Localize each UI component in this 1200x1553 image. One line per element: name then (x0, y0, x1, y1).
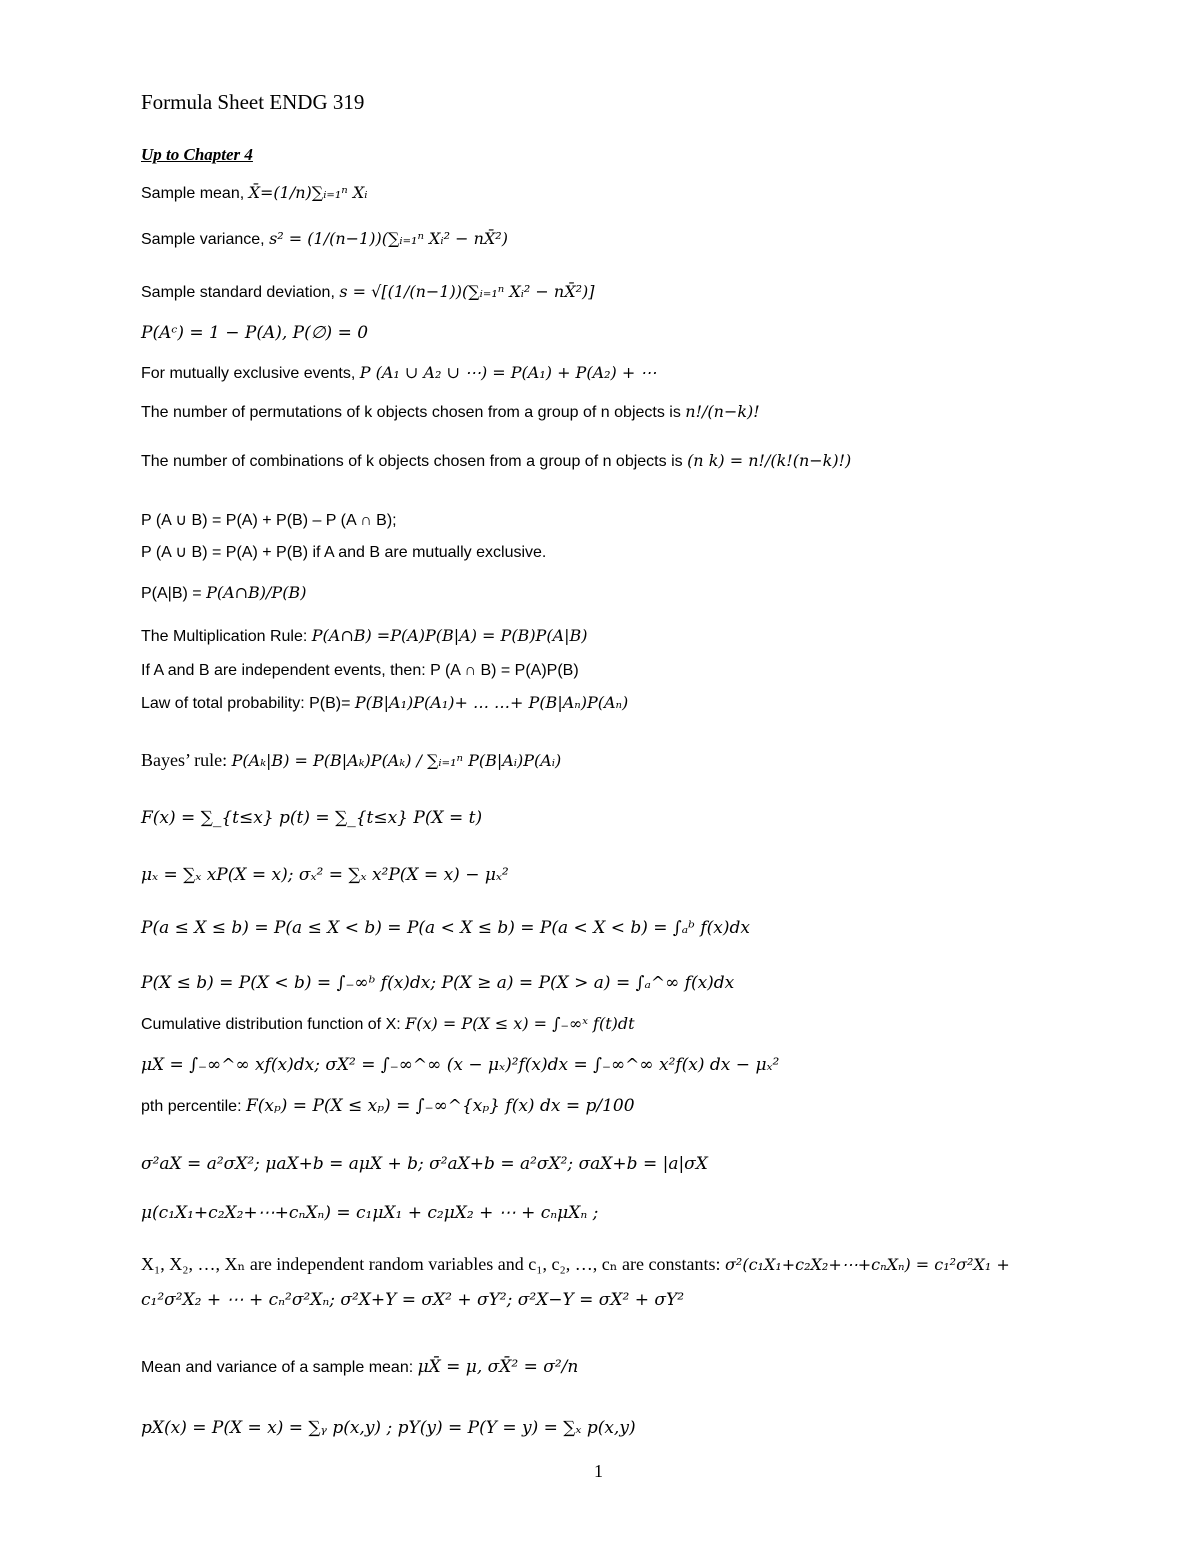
formula-expression: P(A∩B)/P(B) (206, 583, 307, 602)
formula-discrete-mean-variance (141, 865, 509, 886)
formula-expression: pX(x) = P(X = x) = ∑ᵧ p(x,y) ; pY(y) = P(Y = y) = ∑ₓ p(x,y) (141, 1418, 636, 1438)
formula-union-exclusive (141, 543, 546, 563)
formula-interval-probability (141, 918, 750, 939)
formula-label: The number of permutations of k objects chosen from a group of n objects is (141, 404, 686, 421)
formula-expression: (n k) = n!/(k!(n−k)!) (687, 451, 852, 470)
formula-expression: F(x) = P(X ≤ x) = ∫₋∞ˣ f(t)dt (405, 1014, 635, 1033)
formula-label: If A and B are independent events, then: P (A ∩ B) = P(A)P(B) (141, 662, 579, 679)
formula-expression: n!/(n−k)! (685, 402, 760, 421)
formula-expression: μX = ∫₋∞^∞ xf(x)dx; σX² = ∫₋∞^∞ (x − μₓ)²f(x)dx = ∫₋∞^∞ x²f(x) dx − μₓ² (141, 1055, 780, 1075)
formula-cdf-discrete (141, 808, 482, 829)
formula-label: The number of combinations of k objects chosen from a group of n objects is (141, 453, 688, 470)
formula-expression: F(x) = ∑_{t≤x} p(t) = ∑_{t≤x} P(X = t) (141, 808, 483, 828)
formula-expression: X̄=(1/n)∑ᵢ₌₁ⁿ Xᵢ (248, 183, 368, 202)
formula-label: Sample mean, (141, 185, 249, 202)
formula-expression: P(Aₖ|B) = P(B|Aₖ)P(Aₖ) / ∑ᵢ₌₁ⁿ P(B|Aᵢ)P(Aᵢ) (231, 751, 562, 770)
formula-label: P (A ∪ B) = P(A) + P(B) if A and B are mutually exclusive. (141, 544, 547, 561)
formula-label: Mean and variance of a sample mean: (141, 1359, 418, 1376)
formula-continuous-mean-variance (141, 1055, 779, 1076)
formula-expression: s² = (1/(n−1))(∑ᵢ₌₁ⁿ Xᵢ² − nX̄²) (269, 229, 508, 248)
formula-permutations (141, 402, 760, 423)
formula-percentile (141, 1096, 635, 1117)
formula-expression: μₓ = ∑ₓ xP(X = x); σₓ² = ∑ₓ x²P(X = x) − μₓ² (141, 865, 509, 885)
formula-expression: μX̄ = μ, σX̄² = σ²/n (417, 1357, 579, 1377)
formula-label: For mutually exclusive events, (141, 365, 360, 382)
formula-expression: P (A₁ ∪ A₂ ∪ ⋯) = P(A₁) + P(A₂) + ⋯ (359, 363, 657, 382)
document-title: Formula Sheet ENDG 319 (141, 90, 365, 114)
formula-expression: P(X ≤ b) = P(X < b) = ∫₋∞ᵇ f(x)dx; P(X ≥ a) = P(X > a) = ∫ₐ^∞ f(x)dx (141, 973, 735, 993)
formula-variance-sums (141, 1290, 684, 1311)
formula-label: P(A|B) = (141, 585, 207, 602)
formula-label: Law of total probability: P(B)= (141, 695, 355, 712)
page-number: 1 (594, 1461, 603, 1481)
formula-cdf-continuous (141, 1014, 635, 1035)
formula-label: P (A ∪ B) = P(A) + P(B) – P (A ∩ B); (141, 512, 397, 529)
formula-label: Bayes’ rule: (141, 750, 232, 770)
formula-label: The Multiplication Rule: (141, 628, 312, 645)
formula-multiplication-rule (141, 626, 588, 647)
formula-expression: P(a ≤ X ≤ b) = P(a ≤ X < b) = P(a < X ≤ b) = P(a < X < b) = ∫ₐᵇ f(x)dx (141, 918, 750, 938)
formula-expression: σ²aX = a²σX²; μaX+b = aμX + b; σ²aX+b = a²σX²; σaX+b = |a|σX (141, 1154, 708, 1174)
formula-sample-mean (141, 183, 367, 204)
formula-label: Sample standard deviation, (141, 284, 340, 301)
formula-sample-std-dev (141, 282, 595, 303)
formula-expression: P(A∩B) =P(A)P(B|A) = P(B)P(A|B) (311, 626, 588, 645)
formula-linear-combination-variance (141, 1254, 1010, 1276)
formula-total-probability (141, 693, 628, 714)
formula-expression: σ²(c₁X₁+c₂X₂+⋯+cₙXₙ) = c₁²σ²X₁ + (725, 1255, 1010, 1274)
formula-bayes-rule (141, 750, 561, 772)
section-heading: Up to Chapter 4 (141, 145, 253, 164)
formula-expression: c₁²σ²X₂ + ⋯ + cₙ²σ²Xₙ; σ²X+Y = σX² + σY²; σ²X−Y = σX² + σY² (141, 1290, 685, 1310)
formula-label: Cumulative distribution function of X: (141, 1016, 406, 1033)
formula-independent-events (141, 661, 579, 681)
formula-expression: μ(c₁X₁+c₂X₂+⋯+cₙXₙ) = c₁μX₁ + c₂μX₂ + ⋯ + cₙμXₙ ; (141, 1203, 599, 1223)
formula-label: Sample variance, (141, 231, 270, 248)
formula-linear-transform (141, 1154, 708, 1175)
formula-sample-variance (141, 229, 508, 250)
formula-complement (141, 323, 368, 344)
formula-tail-probability (141, 973, 734, 994)
formula-union-rule (141, 511, 397, 531)
formula-mutually-exclusive (141, 363, 656, 384)
formula-expression: P(Aᶜ) = 1 − P(A), P(∅) = 0 (141, 323, 369, 343)
formula-linear-combination-mean (141, 1203, 598, 1224)
formula-label: pth percentile: (141, 1098, 246, 1115)
formula-label: X₁, X₂, …, Xₙ are independent random variables and c₁, c₂, …, cₙ are constants: (141, 1254, 725, 1274)
formula-combinations (141, 451, 851, 472)
formula-sample-mean-distribution (141, 1357, 578, 1378)
formula-expression: P(B|A₁)P(A₁)+ … …+ P(B|Aₙ)P(Aₙ) (354, 693, 629, 712)
formula-expression: F(xₚ) = P(X ≤ xₚ) = ∫₋∞^{xₚ} f(x) dx = p/100 (245, 1096, 635, 1116)
formula-expression: s = √[(1/(n−1))(∑ᵢ₌₁ⁿ Xᵢ² − nX̄²)] (339, 282, 595, 301)
formula-marginal-pmf (141, 1418, 636, 1439)
formula-conditional (141, 583, 306, 604)
